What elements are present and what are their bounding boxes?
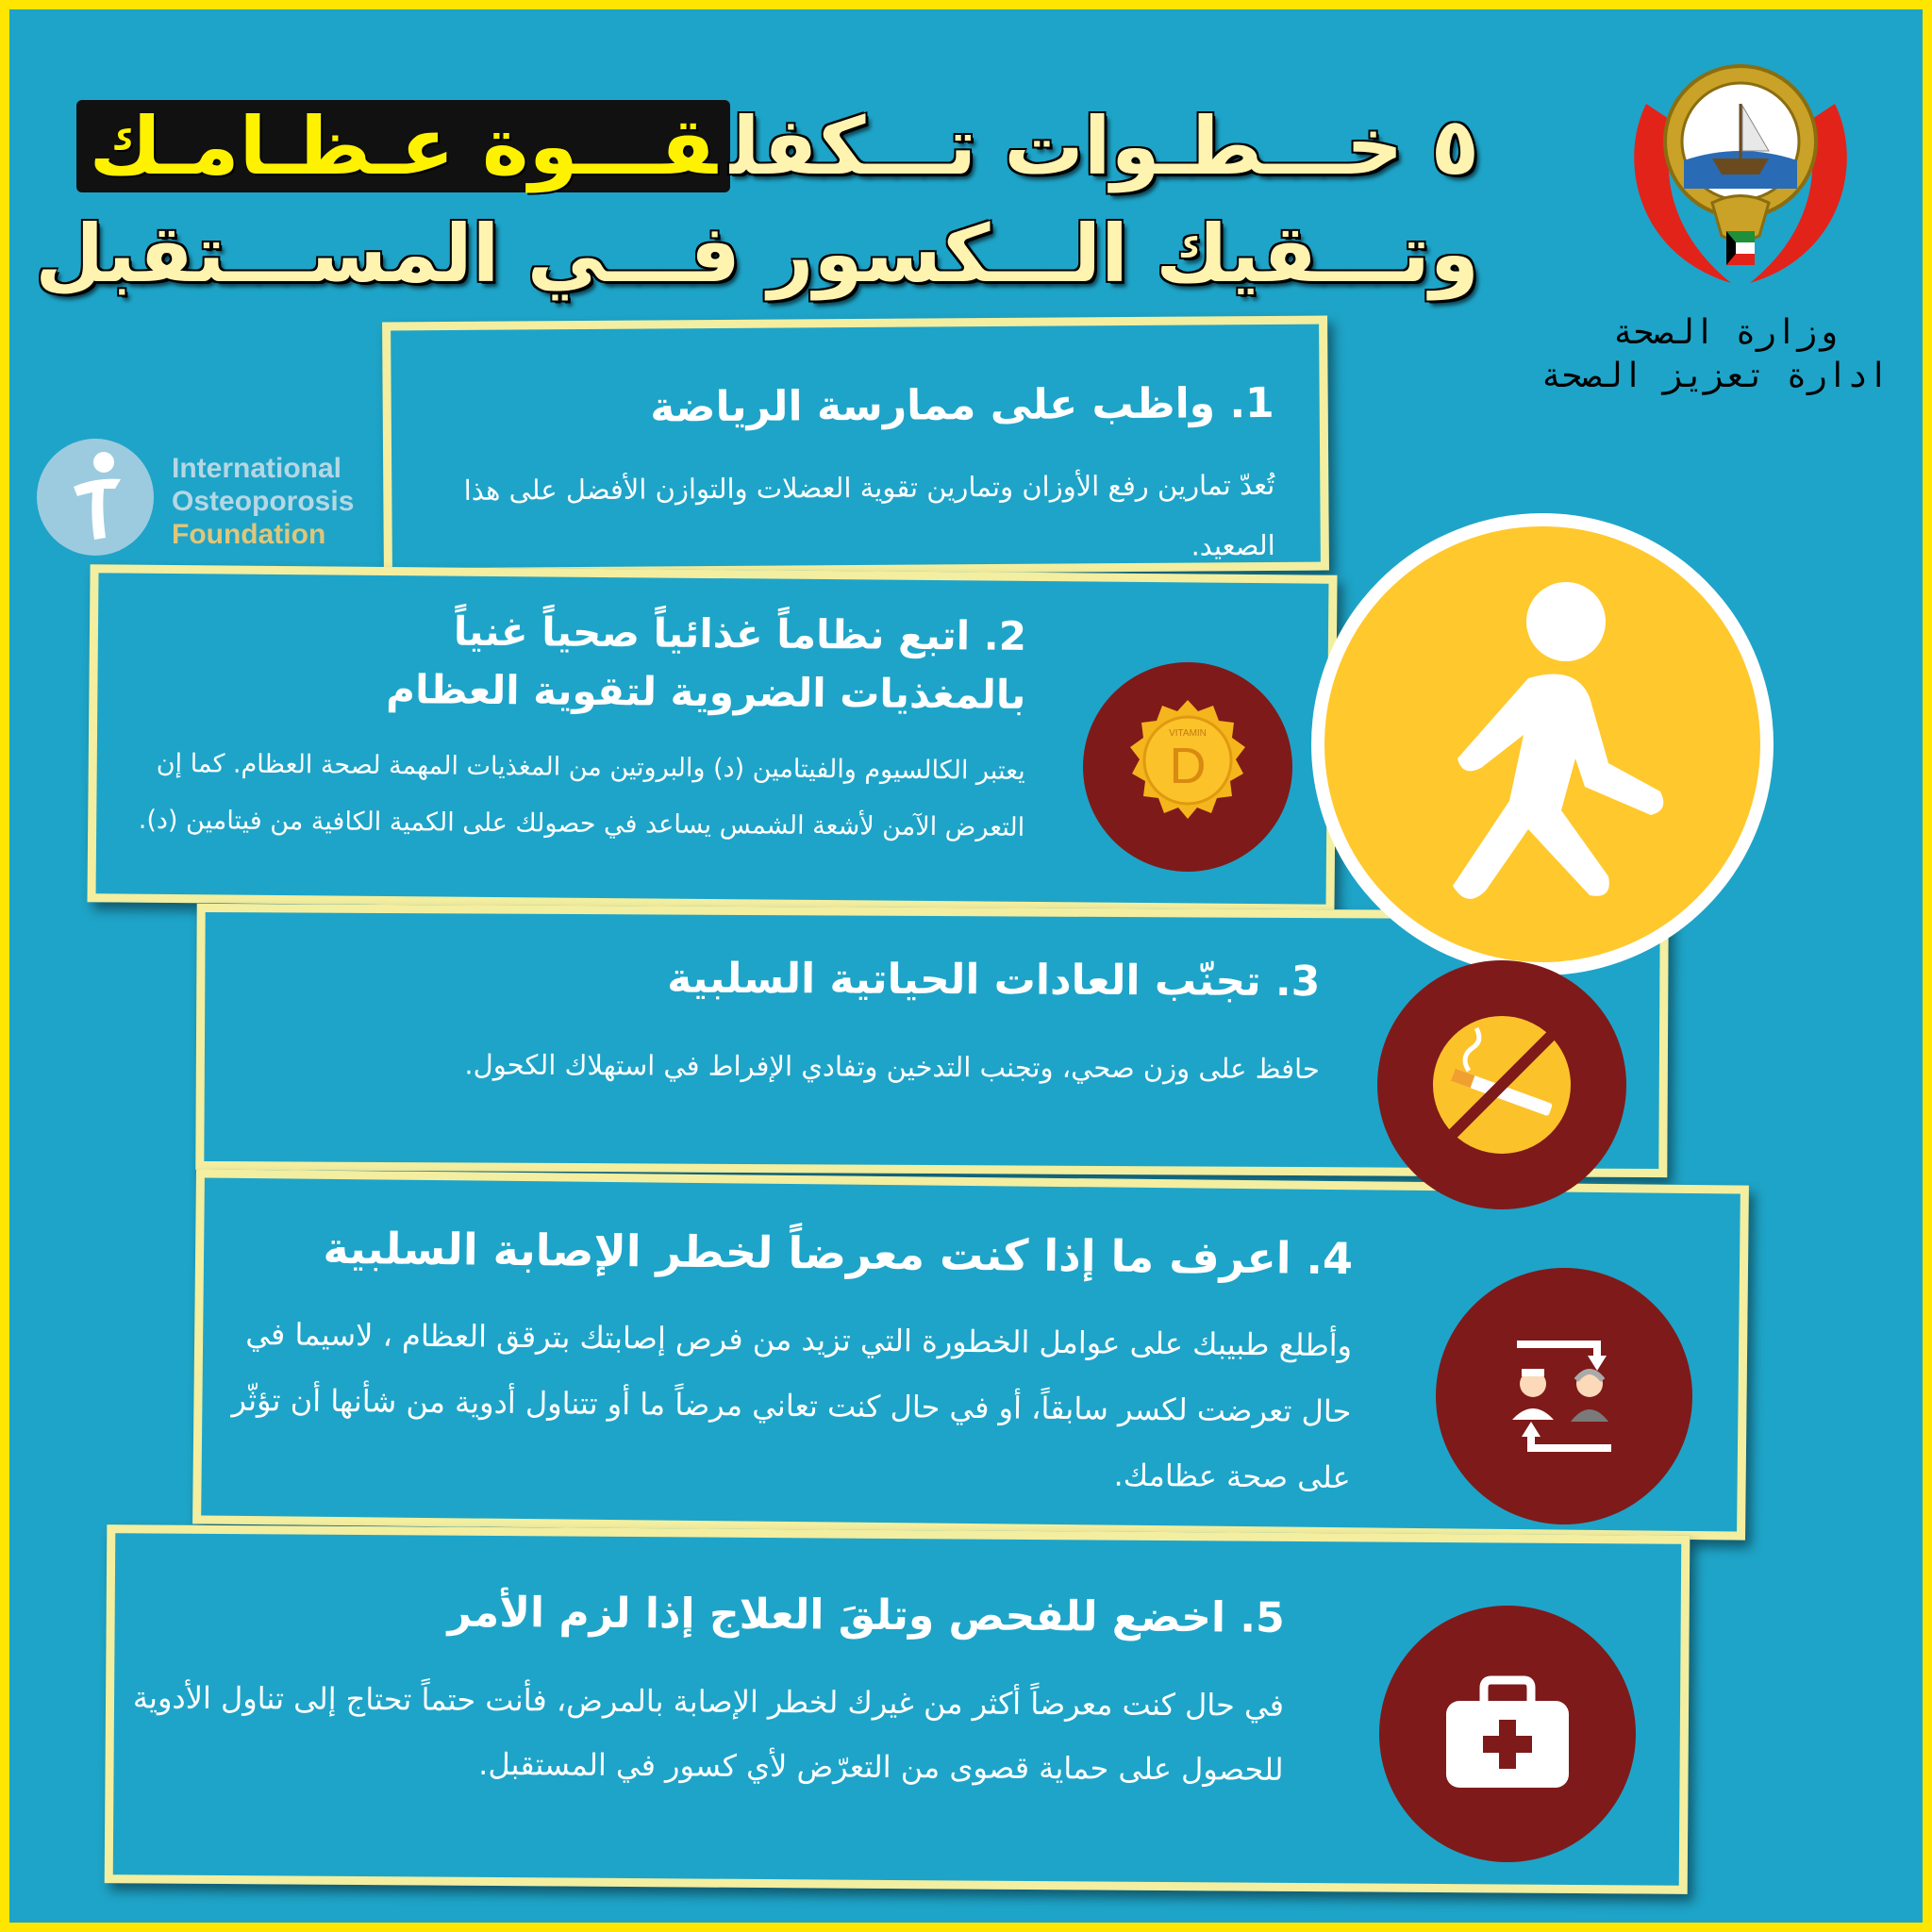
page-title-line-1 — [52, 100, 1479, 192]
title-prefix: ٥ خـــطـوات تـــكفل — [729, 100, 1479, 192]
doctor-patient-icon — [1436, 1268, 1692, 1524]
step-title: 3. تجنّب العادات الحياتية السلبية — [667, 954, 1321, 1007]
step-body: وأطلع طبيبك على عوامل الخطورة التي تزيد من فرص إصابتك بترقق العظام ، لاسيما في حال تعرضت لكسر سابقاً، أو في حال كنت تعاني مرضاً ما أو تتناول أدوية من شأنها أن تؤثّر على صحة عظامك. — [231, 1315, 1353, 1496]
step-title: 2. اتبع نظاماً غذائياً صحياً غنياً بالمغذيات الضروية لتقوية العظام — [386, 608, 1027, 718]
step-body: حافظ على وزن صحي، وتجنب التدخين وتفادي الإفراط في استهلاك الكحول. — [464, 1048, 1320, 1086]
iof-name-line-1: International — [172, 453, 342, 484]
vitamin-d-icon — [1083, 662, 1292, 872]
infographic-frame — [9, 9, 1923, 1923]
running-person-icon — [1311, 513, 1774, 975]
title-highlight: قـــوة عـظـامـك — [76, 100, 730, 192]
iof-logo-icon — [36, 438, 155, 557]
vitamin-d-letter: D — [1169, 738, 1207, 794]
step-title: 4. اعرف ما إذا كنت معرضاً لخطر الإصابة السلبية — [323, 1222, 1354, 1285]
ministry-name: وزارة الصحة — [1612, 313, 1838, 352]
iof-name-line-2: Osteoporosis — [172, 486, 355, 517]
step-title: 5. اخضع للفحص وتلقَ العلاج إذا لزم الأمر — [447, 1588, 1285, 1642]
step-body: يعتبر الكالسيوم والفيتامين (د) والبروتين من المغذيات المهمة لصحة العظام. كما إن التعرض الآمن لأشعة الشمس يساعد في حصولك على الكمية الكافية من فيتامين (د). — [138, 748, 1025, 842]
step-card-1 — [382, 316, 1329, 577]
step-body: تُعدّ تمارين رفع الأوزان وتمارين تقوية العضلات والتوازن الأفضل على هذا الصعيد. — [463, 468, 1275, 562]
medical-kit-icon — [1379, 1606, 1636, 1862]
iof-name-line-3: Foundation — [172, 519, 326, 550]
kuwait-emblem-logo — [1618, 47, 1863, 302]
ministry-department: ادارة تعزيز الصحة — [1541, 357, 1889, 395]
vitamin-label: VITAMIN — [1169, 728, 1207, 739]
page-title-line-2: وتـــقيك الـــكسور فـــي المســـتقبل — [35, 208, 1479, 300]
step-body: في حال كنت معرضاً أكثر من غيرك لخطر الإصابة بالمرض، فأنت حتماً تحتاج إلى تناول الأدوية للحصول على حماية قصوى من التعرّض لأي كسور في المستقبل. — [132, 1679, 1285, 1788]
step-title: 1. واظب على ممارسة الرياضة — [650, 378, 1274, 432]
no-smoking-icon — [1377, 960, 1626, 1209]
